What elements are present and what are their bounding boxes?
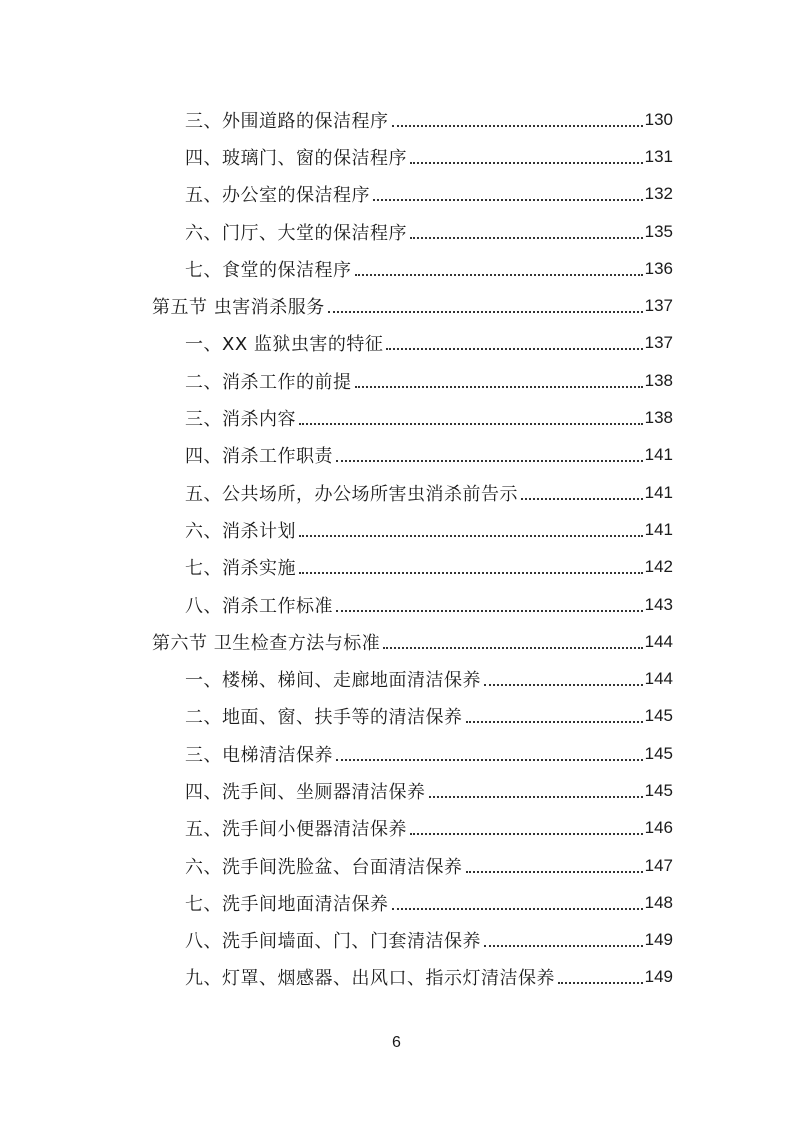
toc-entry[interactable] — [0, 549, 673, 586]
toc-entry-label: 第六节 卫生检查方法与标准 — [152, 632, 381, 654]
toc-entry[interactable] — [0, 922, 673, 959]
toc-entry-label: 六、消杀计划 — [185, 520, 296, 542]
toc-entry-label: 六、洗手间洗脸盆、台面清洁保养 — [185, 856, 463, 878]
toc-dot-leader — [410, 223, 643, 241]
toc-dot-leader — [484, 931, 643, 949]
toc-dot-leader — [410, 819, 643, 837]
toc-entry[interactable] — [0, 959, 673, 996]
toc-entry-label: 五、洗手间小便器清洁保养 — [185, 819, 407, 841]
toc-entry-label: 六、门厅、大堂的保洁程序 — [185, 222, 407, 244]
toc-entry-page-number: 137 — [644, 333, 673, 353]
toc-entry[interactable] — [0, 399, 673, 436]
toc-entry-page-number: 138 — [644, 370, 673, 390]
toc-entry-page-number: 146 — [644, 818, 673, 838]
toc-entry-label: 一、XX 监狱虫害的特征 — [185, 334, 384, 356]
toc-dot-leader — [466, 857, 643, 875]
toc-entry-page-number: 143 — [644, 594, 673, 614]
toc-entry-page-number: 131 — [644, 146, 673, 166]
toc-entry-page-number: 147 — [644, 855, 673, 875]
toc-entry-label: 五、办公室的保洁程序 — [185, 185, 370, 207]
toc-entry-page-number: 144 — [644, 669, 673, 689]
toc-entry[interactable] — [0, 176, 673, 213]
toc-entry-label: 四、洗手间、坐厕器清洁保养 — [185, 781, 426, 803]
toc-entry-page-number: 138 — [644, 408, 673, 428]
toc-entry-label: 九、灯罩、烟感器、出风口、指示灯清洁保养 — [185, 968, 555, 990]
toc-entry-label: 八、洗手间墙面、门、门套清洁保养 — [185, 931, 481, 953]
toc-entry[interactable] — [0, 772, 673, 809]
toc-entry[interactable] — [0, 511, 673, 548]
toc-entry[interactable] — [0, 474, 673, 511]
toc-dot-leader — [299, 558, 643, 576]
toc-entry[interactable] — [0, 250, 673, 287]
toc-entry-label: 七、洗手间地面清洁保养 — [185, 893, 389, 915]
toc-entry-label: 八、消杀工作标准 — [185, 595, 333, 617]
toc-entry-page-number: 132 — [644, 184, 673, 204]
toc-entry[interactable] — [0, 810, 673, 847]
toc-entry-page-number: 135 — [644, 221, 673, 241]
toc-entry-page-number: 149 — [644, 967, 673, 987]
toc-entry[interactable] — [0, 586, 673, 623]
toc-entry[interactable] — [0, 101, 673, 138]
toc-section-entry[interactable] — [0, 287, 673, 324]
toc-dot-leader — [355, 260, 643, 278]
toc-entry-label: 四、玻璃门、窗的保洁程序 — [185, 147, 407, 169]
toc-dot-leader — [336, 596, 643, 614]
toc-entry-label: 二、地面、窗、扶手等的清洁保养 — [185, 707, 463, 729]
toc-dot-leader — [386, 334, 642, 352]
toc-dot-leader — [383, 633, 642, 651]
toc-entry-label: 三、消杀内容 — [185, 409, 296, 431]
toc-entry-page-number: 142 — [644, 557, 673, 577]
toc-dot-leader — [336, 745, 643, 763]
toc-entry-label: 七、食堂的保洁程序 — [185, 259, 352, 281]
toc-dot-leader — [429, 782, 643, 800]
toc-entry-label: 四、消杀工作职责 — [185, 446, 333, 468]
toc-dot-leader — [392, 894, 643, 912]
toc-entry-page-number: 145 — [644, 780, 673, 800]
toc-dot-leader — [328, 297, 643, 315]
toc-entry[interactable] — [0, 437, 673, 474]
toc-entry-label: 七、消杀实施 — [185, 558, 296, 580]
toc-entry-page-number: 145 — [644, 706, 673, 726]
toc-dot-leader — [558, 968, 643, 986]
toc-entry-label: 二、消杀工作的前提 — [185, 371, 352, 393]
toc-entry-page-number: 137 — [644, 296, 673, 316]
toc-entry-page-number: 145 — [644, 743, 673, 763]
toc-entry-label: 第五节 虫害消杀服务 — [152, 297, 325, 319]
toc-entry[interactable] — [0, 660, 673, 697]
toc-dot-leader — [466, 707, 643, 725]
toc-entry-page-number: 141 — [644, 519, 673, 539]
toc-entry-label: 三、外围道路的保洁程序 — [185, 110, 389, 132]
toc-entry[interactable] — [0, 847, 673, 884]
toc-entry-page-number: 148 — [644, 892, 673, 912]
toc-entry-page-number: 141 — [644, 482, 673, 502]
toc-entry[interactable] — [0, 213, 673, 250]
toc-dot-leader — [373, 185, 643, 203]
toc-dot-leader — [521, 484, 643, 502]
toc-entry-label: 三、电梯清洁保养 — [185, 744, 333, 766]
toc-entry-page-number: 136 — [644, 258, 673, 278]
toc-entry[interactable] — [0, 698, 673, 735]
toc-entry[interactable] — [0, 138, 673, 175]
toc-dot-leader — [392, 111, 643, 129]
toc-entry-page-number: 144 — [644, 631, 673, 651]
toc-dot-leader — [355, 372, 643, 390]
toc-dot-leader — [299, 409, 643, 427]
toc-dot-leader — [336, 446, 643, 464]
toc-dot-leader — [299, 521, 643, 539]
toc-entry-label: 一、楼梯、梯间、走廊地面清洁保养 — [185, 670, 481, 692]
toc-entry-page-number: 130 — [644, 109, 673, 129]
toc-section-entry[interactable] — [0, 623, 673, 660]
toc-entry-label: 五、公共场所，办公场所害虫消杀前告示 — [185, 483, 518, 505]
page-number: 6 — [392, 1034, 401, 1051]
table-of-contents — [0, 101, 793, 996]
toc-entry[interactable] — [0, 735, 673, 772]
toc-dot-leader — [484, 670, 643, 688]
toc-entry-page-number: 149 — [644, 930, 673, 950]
toc-entry[interactable] — [0, 362, 673, 399]
toc-entry-page-number: 141 — [644, 445, 673, 465]
toc-dot-leader — [410, 148, 643, 166]
toc-entry[interactable] — [0, 325, 673, 362]
toc-entry[interactable] — [0, 884, 673, 921]
